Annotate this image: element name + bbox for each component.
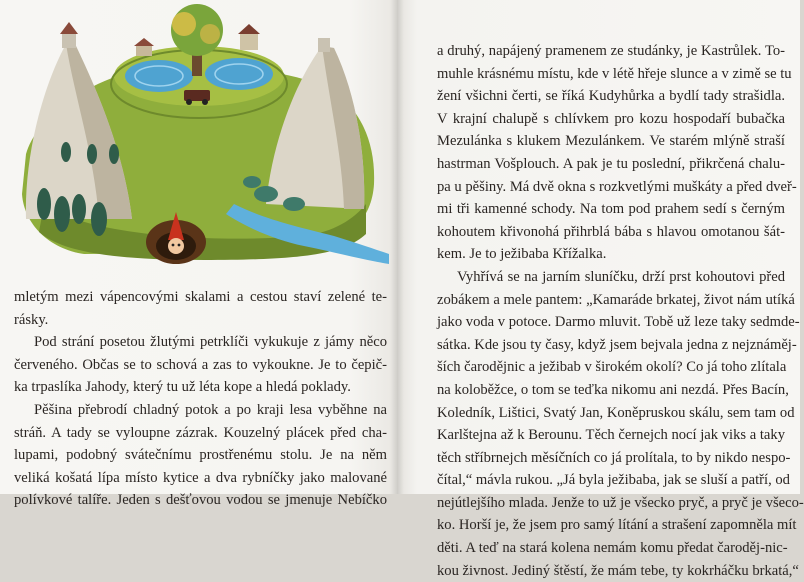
text-line: veliká košatá lípa místo kytice a dva rybníčky jako malované [14, 469, 387, 486]
text-line: zobákem a mele pantem: „Kamaráde brkatej, život nám utíká [437, 291, 795, 308]
left-page [0, 0, 397, 509]
text-line: jako voda v potoce. Darmo mluvit. Tobě už leze taky sedmde- [437, 314, 800, 331]
illustration [4, 4, 392, 272]
right-page-text [437, 40, 804, 582]
text-line: rásky. [14, 311, 49, 328]
text-line: pa u pěšiny. Má dvě okna s rozkvetlými muškáty a před dveř- [437, 178, 797, 195]
text-line: hastrman Vošplouch. A pak je tu poslední, přikrčená chalu- [437, 155, 785, 172]
text-line: muhle krásnému místu, kde v létě hřeje slunce a v zimě se tu [437, 65, 792, 82]
text-line: mi tři kamenné schody. Na tom pod prahem sedí s černým [437, 201, 785, 218]
text-line: Karlštejna až k Berounu. Těch černejch nocí jak viks a taky [437, 427, 785, 444]
text-line: Pěšina přebrodí chladný potok a po kraji lesa vyběhne na [34, 401, 387, 418]
text-line: Vyhřívá se na jarním sluníčku, drží prst kohoutovi před [457, 268, 785, 285]
left-page-text [14, 286, 387, 512]
text-line: V krajní chalupě s chlívkem pro kozu hospodaří bubačka [437, 110, 785, 127]
text-line: kou živnost. Jediný štěstí, že mám tebe, ty kokrháčku brkatá,“ [437, 562, 799, 579]
right-page [397, 0, 804, 579]
text-line: Pod strání posetou žlutými petrklíči vykukuje z jámy něco [34, 334, 387, 351]
text-line: mletým mezi vápencovými skalami a cestou staví zelené te- [14, 289, 387, 305]
text-line: čítal,“ mávla rukou. „Já byla ježibaba, jak se sluší a patří, od [437, 472, 790, 489]
text-line: Mezulánka s klukem Mezulánkem. Ve starém mlýně straší [437, 133, 785, 150]
text-line: ka trpaslíka Jahody, který tu už léta kope a hledá poklady. [14, 379, 351, 396]
text-line: nejútlejšího mlada. Jenže to už je všecko pryč, a pryč je všeco- [437, 494, 804, 511]
text-line: ko. Horší je, že jsem pro samý lítání a strašení zapomněla mít [437, 517, 797, 534]
text-line: sátka. Kde jsou ty časy, když jsem bejvala jedna z nejznáměj- [437, 336, 797, 353]
book-gutter [390, 0, 404, 494]
text-line: kohoutem křivonohá přihrblá bába s hlavou omotanou šát- [437, 223, 785, 240]
text-line: děti. A teď na stará kolena nemám komu předat čaroděj-nic- [437, 540, 788, 557]
text-line: stráň. A tady se vyloupne zázrak. Kouzelný plácek před cha- [14, 424, 387, 441]
text-line: a druhý, napájený pramenem ze studánky, je Kastrůlek. To- [437, 43, 785, 59]
text-line: Koledník, Lištici, Svatý Jan, Koněpruskou skálu, sem tam od [437, 404, 795, 421]
text-line: žení všichni čerti, se říká Kudyhůrka a bydlí tady strašidla. [437, 88, 785, 105]
text-line: červeného. Občas se to schová a zas to vykoukne. Je to čepič- [14, 356, 387, 373]
text-line: kem. Je to ježibaba Křížalka. [437, 246, 607, 263]
text-line: ších čarodějnic a ježibab v širokém okolí? Co já toho zlítala [437, 359, 787, 376]
text-line: těch stříbrnejch měsíčních co já prolítala, to by nikdo nespo- [437, 449, 791, 466]
text-line: lupami, podobný svátečnímu prostřenému stolu. Je na něm [14, 447, 387, 464]
text-line: na koloběžce, o tom se teďka nikomu ani nezdá. Přes Bacín, [437, 381, 789, 398]
text-line: polívkové talíře. Jeden s dešťovou vodou se jmenuje Nebíčko [14, 492, 387, 509]
